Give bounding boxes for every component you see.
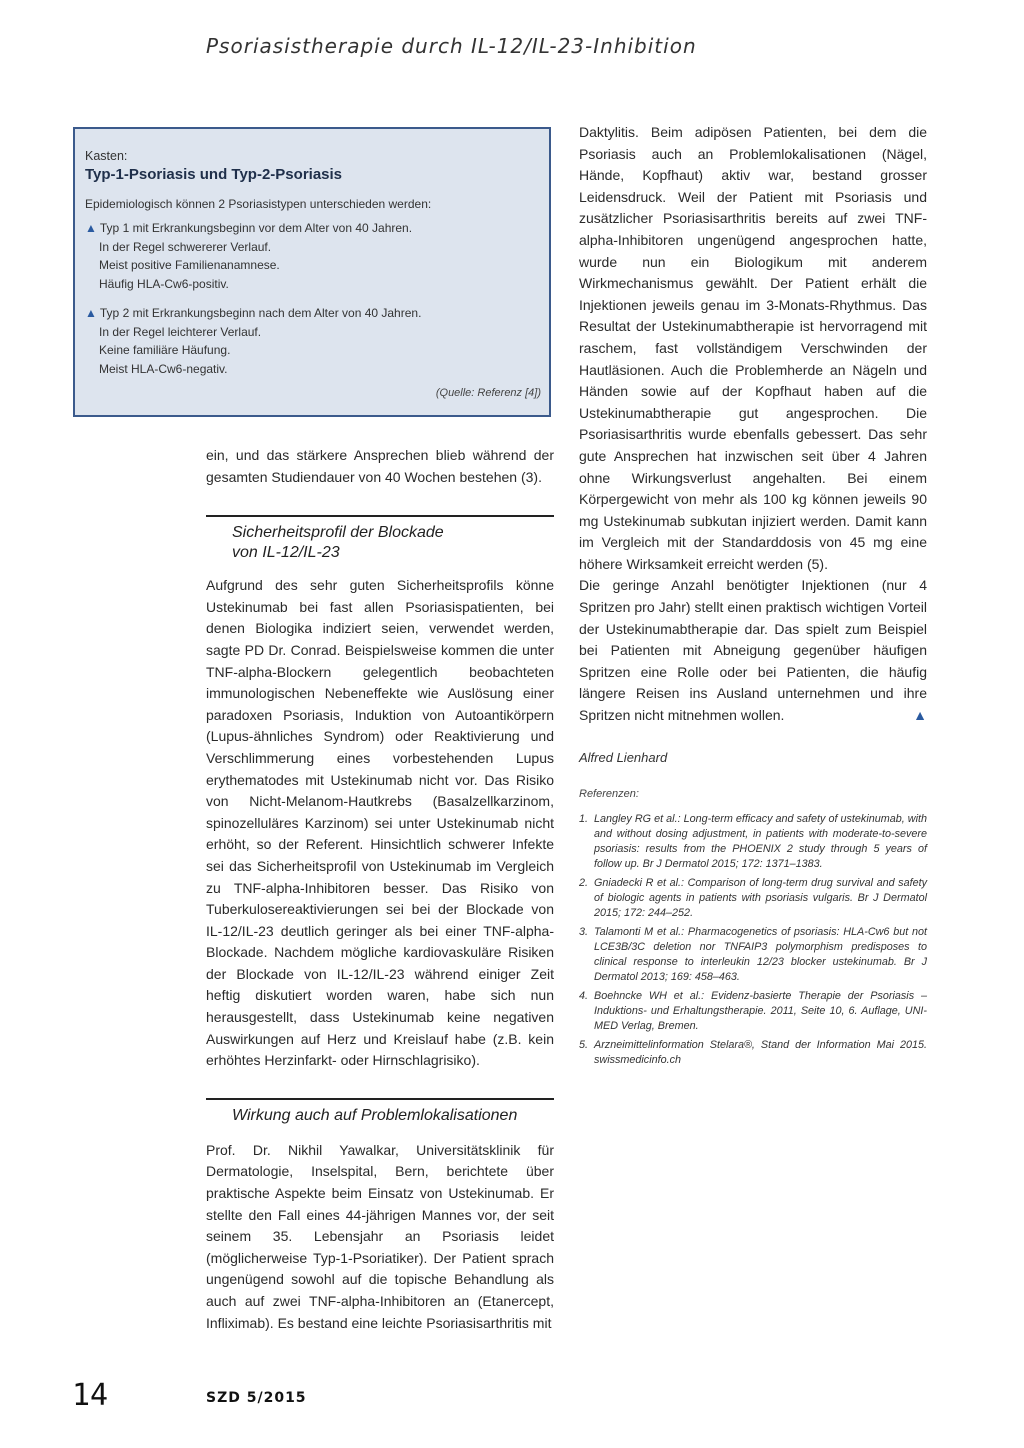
type2-line: Keine familiäre Häufung. xyxy=(99,343,231,357)
running-title: Psoriasistherapie durch IL-12/IL-23-Inhibition xyxy=(206,34,697,58)
type2-line: In der Regel leichterer Verlauf. xyxy=(99,324,262,339)
type1-line: Meist positive Familienanamnese. xyxy=(99,258,280,272)
paragraph: Aufgrund des sehr guten Sicherheitsprofils könne Ustekinumab bei fast allen Psoriasispatienten, bei denen Biologika indiziert seien, verwendet werden, sagte PD Dr. Conrad. Beispielsweise kommen die unter TNF-alpha-Blockern gelegentlich beobachteten immunologischen Nebeneffekte wie Auslösung einer paradoxen Psoriasis, Induktion von Autoantikörpern (Lupus-ähnliches Syndrom) oder Reaktivierung und Verschlimmerung eines vorbestehenden Lupus erythematodes mit Ustekinumab nicht vor. Das Risiko von Nicht-Melanom-Hautkrebs (Basalzellkarzinom, spinozelluläres Karzinom) sei unter Ustekinumab nicht erhöht, so der Referent. Hinsichtlich schwerer Infekte sei das Sicherheitsprofil von Ustekinumab im Vergleich zu TNF-alpha-Inhibitoren besser. Das Risiko von Tuberkulosereaktivierungen sei bei der Blockade von IL-12/IL-23 deutlich geringer als bei einer TNF-alpha-Blockade. Nachdem mögliche kardiovaskuläre Risiken der Blockade von IL-12/IL-23 während einiger Zeit heftig diskutiert worden waren, habe sich nun herausgestellt, dass Ustekinumab keine negativen Auswirkungen auf Herz und Kreislauf habe (z.B. kein erhöhtes Herzinfarkt- oder Hirnschlagrisiko). xyxy=(206,577,554,1069)
reference-item: 3. Talamonti M et al.: Pharmacogenetics of psoriasis: HLA-Cw6 but not LCE3B/3C deletion nor TNFAIP3 polymorphism predisposes to clinical response to interleukin 12/23 blocker ustekinumab. Br J Dermatol 2013; 169: 458–463. xyxy=(579,925,927,983)
reference-item: 5. Arzneimittelinformation Stelara®, Stand der Information Mai 2015. swissmedicinfo.ch xyxy=(579,1038,927,1066)
section-heading-problem-sites: Wirkung auch auf Problemlokalisationen xyxy=(232,1106,518,1124)
type1-line: ▲ Typ 1 mit Erkrankungsbeginn vor dem Alter von 40 Jahren. xyxy=(85,221,413,235)
page-number: 14 xyxy=(72,1378,109,1413)
author: Alfred Lienhard xyxy=(579,749,668,765)
right-column xyxy=(579,122,927,1072)
paragraph: ein, und das stärkere Ansprechen blieb während der gesamten Studiendauer von 40 Wochen bestehen (3). xyxy=(206,447,554,485)
type2-block xyxy=(85,304,539,378)
type1-line: Häufig HLA-Cw6-positiv. xyxy=(99,276,229,291)
box-intro: Epidemiologisch können 2 Psoriasistypen unterschieden werden: xyxy=(85,197,432,211)
type1-line: In der Regel schwererer Verlauf. xyxy=(99,239,272,254)
box-label: Kasten: xyxy=(85,149,128,163)
info-box xyxy=(73,127,551,417)
paragraph: Die geringe Anzahl benötigter Injektionen (nur 4 Spritzen pro Jahr) stellt einen praktisch wichtigen Vorteil der Ustekinumabtherapie dar. Das spielt zum Beispiel bei Patienten mit Abneigung gegenüber häufigen Spritzen eine Rolle oder bei Patienten, die häufig längere Reisen ins Ausland unternehmen und ihre Spritzen nicht mitnehmen wollen. ▲ xyxy=(579,575,927,726)
section-heading-safety: Sicherheitsprofil der Blockade von IL-12/IL-23 xyxy=(232,524,444,562)
type1-block xyxy=(85,219,539,293)
references-list xyxy=(579,812,927,1068)
section-rule xyxy=(206,515,554,517)
end-triangle-icon: ▲ xyxy=(913,707,927,724)
paragraph: Prof. Dr. Nikhil Yawalkar, Universitätsklinik für Dermatologie, Inselspital, Bern, berichtete über praktische Aspekte beim Einsatz von Ustekinumab. Er stellte den Fall eines 44-jährigen Mannes vor, der seit seinem 35. Lebensjahr an Psoriasis leidet (möglicherweise Typ-1-Psoriatiker). Der Patient sprach ungenügend sowohl auf die topische Behandlung als auch auf zwei TNF-alpha-Inhibitoren an (Etanercept, Infliximab). Es bestand eine leichte Psoriasisarthritis mit xyxy=(206,1141,554,1331)
left-column xyxy=(206,445,554,1334)
type2-line: ▲ Typ 2 mit Erkrankungsbeginn nach dem Alter von 40 Jahren. xyxy=(85,306,422,320)
reference-item: 4. Boehncke WH et al.: Evidenz-basierte Therapie der Psoriasis – Induktions- und Erhaltungstherapie. 2011, Seite 10, 6. Auflage, UNI-MED Verlag, Bremen. xyxy=(579,989,927,1032)
paragraph: Daktylitis. Beim adipösen Patienten, bei dem die Psoriasis auch an Problemlokalisationen (Nägel, Hände, Kopfhaut) aktiv war, bestand grosser Leidensdruck. Weil der Patient mit Psoriasis und zusätzlicher Psoriasisarthritis bereits auf zwei TNF-alpha-Inhibitoren ungenügend angesprochen hatte, wurde nun ein Biologikum mit anderem Wirkmechanismus gewählt. Der Patient erhält die Injektionen jeweils genau im 3-Monats-Rhythmus. Das Resultat der Ustekinumabtherapie ist hervorragend mit raschem, fast vollständigem Verschwinden der Hautläsionen. Auch die Problemherde an Nägeln und Händen sowie auf der Kopfhaut haben auf die Ustekinumabtherapie gut angesprochen. Die Psoriasisarthritis wurde ebenfalls gebessert. Das sehr gute Ansprechen hat inzwischen seit über 4 Jahren ohne Wirkungsverlust angehalten. Bei einem Körpergewicht von mehr als 100 kg können jeweils 90 mg Ustekinumab subkutan injiziert werden. Damit kann im Vergleich mit der Standarddosis von 45 mg eine höhere Wirksamkeit erreicht werden (5). xyxy=(579,124,927,572)
journal-issue: SZD 5/2015 xyxy=(206,1390,307,1406)
triangle-bullet-icon: ▲ xyxy=(85,221,97,235)
type2-line: Meist HLA-Cw6-negativ. xyxy=(99,361,228,376)
box-source: (Quelle: Referenz [4]) xyxy=(435,387,541,399)
references-label: Referenzen: xyxy=(579,788,639,801)
section-rule xyxy=(206,1098,554,1100)
box-title: Typ-1-Psoriasis und Typ-2-Psoriasis xyxy=(85,166,343,183)
reference-item: 2. Gniadecki R et al.: Comparison of long-term drug survival and safety of biologic agents in patients with psoriasis vulgaris. Br J Dermatol 2015; 172: 244–252. xyxy=(579,876,927,919)
reference-item: 1. Langley RG et al.: Long-term efficacy and safety of ustekinumab, with and without dosing adjustment, in patients with moderate-to-severe psoriasis: results from the PHOENIX 2 study through 5 years of follow up. Br J Dermatol 2015; 172: 1371–1383. xyxy=(579,812,927,870)
triangle-bullet-icon: ▲ xyxy=(85,306,97,320)
